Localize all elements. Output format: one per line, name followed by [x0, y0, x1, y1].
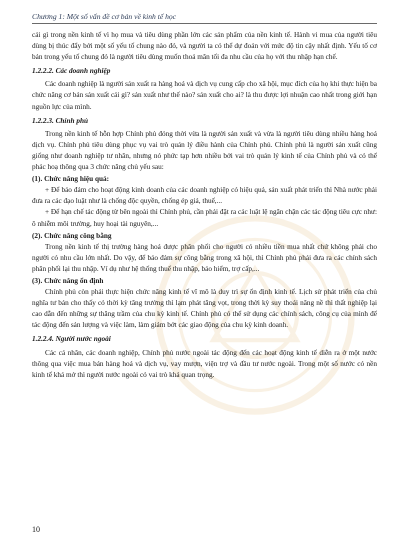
section-heading-1224: 1.2.2.4. Người nước ngoài — [32, 335, 111, 344]
paragraph-1222: Các doanh nghiệp là người sản xuất ra hàng hoá và dịch vụ cung cấp cho xã hội, mục đích của họ khi thực hiện ba chức năng cơ bản sản xuất cái gì? sản xuất như thế nào? sản xuất cho ai? là thu được lợi nhuận cao nhất trong giới hạn nguồn lực của mình. — [32, 80, 377, 111]
paragraph-stability: Chính phủ còn phải thực hiện chức năng kinh tế vĩ mô là duy trì sự ổn định kinh tế. Lịch sử phát triển của chủ nghĩa tư bản cho thấy có thời kỳ tăng trưởng thì lạm phát tăng vọt, trong thời kỳ suy thoái năng nề thì thất nghiệp lại cao dẫn đến những sự thăng trầm của chu kỳ kinh tế. Chính phủ có thể sử dụng các chính sách, công cụ của mình để tác động đến sản lượng và việc làm, làm giảm bớt các giao động của chu kỳ kinh doanh. — [32, 288, 377, 330]
subheading-equity: (2). Chức năng công bằng — [32, 231, 112, 240]
subheading-stability: (3). Chức năng ổn định — [32, 276, 104, 285]
paragraph-efficiency-a: + Để bảo đảm cho hoạt động kinh doanh của các doanh nghiệp có hiệu quả, sản xuất phát triển thì Nhà nước phải đưa ra các đạo luật như là chống độc quyền, chống ép giá, thuế,... — [32, 186, 377, 206]
paragraph-efficiency-b: + Để hạn chế tác động từ bên ngoài thì Chính phủ, cần phải đặt ra các luật lệ ngăn chặn các tác động tiêu cực như: ô nhiễm môi trường, huy hoại tài nguyên,... — [32, 208, 377, 228]
subheading-efficiency: (1). Chức năng hiệu quả: — [32, 175, 110, 184]
paragraph-intro: cải gì trong nền kinh tế vì họ mua và tiêu dùng phần lớn các sản phẩm của nền kinh tế. Hành vi mua của người tiêu dùng bị thúc đẩy bởi một số yếu tố chung nào đó, và người ta có thể dự đoán với mức độ tin cậy nhất định. Yếu tố cơ bản trong yếu tố chung đó là người tiêu dùng muốn thoả mãn tối đa nhu cầu của họ với thu nhập hạn chế. — [32, 31, 377, 62]
paragraph-equity: Trong nền kinh tế thị trường hàng hoá được phân phối cho người có nhiều tiền mua nhất chứ không phải cho người có nhu cầu lớn nhất. Do vậy, để bảo đảm sự công bằng trong xã hội, thì Chính phủ phải đưa ra các chính sách phân phối lại thu nhập. Ví dụ như hệ thống thuế thu nhập, bảo hiểm, trợ cấp,... — [32, 242, 377, 273]
page-content — [32, 30, 377, 381]
paragraph-1224: Các cá nhân, các doanh nghiệp, Chính phủ nước ngoài tác động đến các hoạt động kinh tế diễn ra ở một nước thông qua việc mua bán hàng hoá và dịch vụ, vay mượn, viện trợ và đầu tư nước ngoài. Trong một số nước có nền kinh tế khá mở thì người nước ngoài có vai trò khá quan trọng. — [32, 348, 377, 379]
page-number: 10 — [32, 525, 40, 534]
section-heading-1222: 1.2.2.2. Các doanh nghiệp — [32, 67, 111, 76]
paragraph-1223: Trong nền kinh tế hỗn hợp Chính phủ đóng thời vừa là người sản xuất và vừa là người tiêu dùng nhiều hàng hoá dịch vụ. Chính phủ tiêu dùng phục vụ vai trò quản lý điều hành của Chính phủ. Chính phủ là người sản xuất cũng giống như doanh nghiệp tư nhân, nhưng nó phức tạp hơn nhiều bởi vai trò quản lý kinh tế của Chính phủ và có thể phác hoạ thông qua 3 chức năng chủ yếu sau: — [32, 129, 377, 172]
chapter-title: Chương 1: Một số vấn đề cơ bản về kinh tế học — [32, 12, 177, 21]
chapter-header — [32, 12, 377, 24]
section-heading-1223: 1.2.2.3. Chính phủ — [32, 116, 89, 125]
